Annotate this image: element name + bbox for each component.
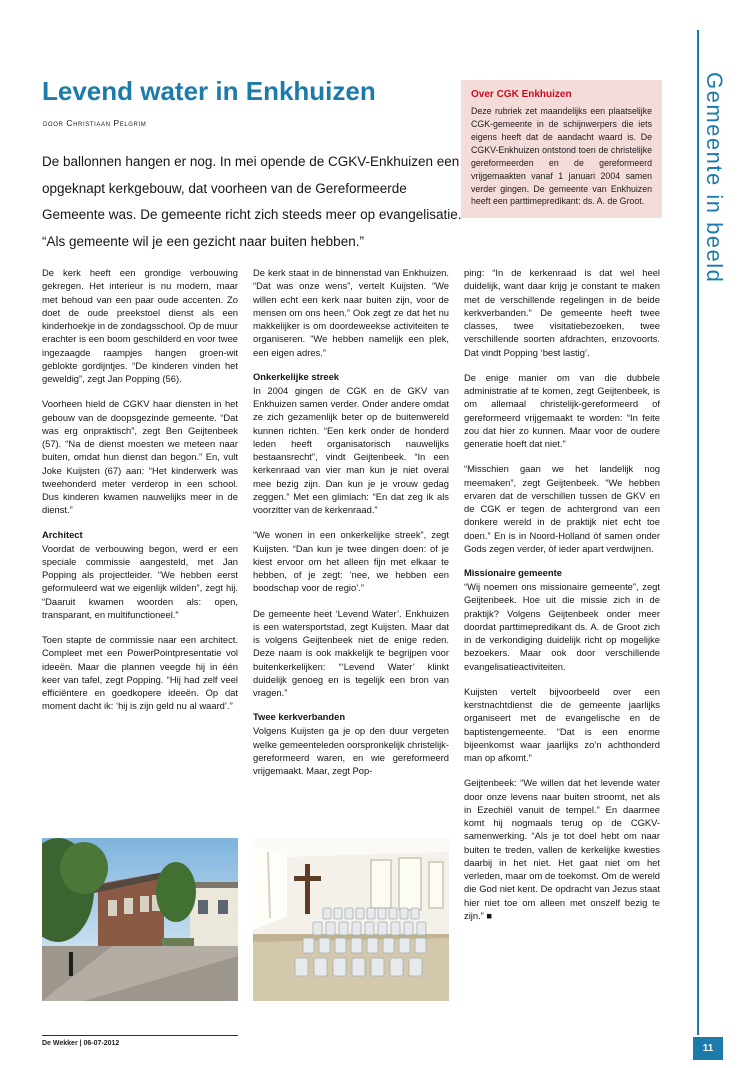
- church-exterior-illustration: [42, 838, 238, 1001]
- paragraph: Kuijsten vertelt bijvoorbeeld over een kerstnachtdienst die de gemeente jaarlijks organiseert met de evangelische en de baptistengemeente. “Dat is een enorme bijeenkomst waar jaarlijks zo’n achthonderd man op afkomt.”: [464, 685, 660, 763]
- subheading: Twee kerkverbanden: [253, 711, 346, 723]
- tree-right: [156, 862, 196, 922]
- paragraph: Geijtenbeek: “We willen dat het levende water door onze levens naar buiten stroomt, net als in Ezechiël vanuit de tempel.” En daarmee komt hij nogmaals terug op de CGKV-samenwerking. “Als je tot doel hebt om naar buiten te treden, vallen de kerkelijke kwesties daarbij in het niet. Het gaat niet om het verleden, maar om de toekomst. Om de wereld die God niet kent. De opdracht van Jezus staat hier niet toe om alleen met onszelf bezig te zijn.” ■: [464, 777, 660, 921]
- article-title: Levend water in Enkhuizen: [42, 76, 376, 106]
- text-column-3: [464, 266, 660, 934]
- subheading: Onkerkelijke streek: [253, 370, 339, 382]
- paragraph: Voorheen hield de CGKV haar diensten in het gebouw van de doopsgezinde gemeente. “Dat was erg onpraktisch”, zegt Ben Geijtenbeek (57). “Na de dienst moesten we meteen naar buiten, omdat hun dienst dan begon.” En, vult Joke Kuijsten (67) aan: “Het kinderwerk was tweehonderd meter verderop in een school. Dus kinderen kwamen nauwelijks meer in de dienst.”: [42, 398, 238, 516]
- info-box: [461, 80, 662, 218]
- subheading: Missionaire gemeente: [464, 567, 562, 578]
- article-intro: De ballonnen hangen er nog. In mei opende de CGKV-Enkhuizen een opgeknapt kerkgebouw, dat voorheen van de Gereformeerde Gemeente was. De gemeente richt zich steeds meer op evangelisatie. “Als gemeente wil je een gezicht naar buiten hebben.”: [42, 154, 462, 249]
- paragraph: ping: “In de kerkenraad is dat wel heel duidelijk, want daar krijg je constant te maken met de verschillende regelingen in de beide kerkverbanden.” De gemeente heeft twee classes, twee visitatiebezoeken, twee verschillende soorten afdrachten, enzovoorts. Dat vindt Popping ‘best lastig’.: [464, 267, 660, 358]
- paragraph: De kerk heeft een grondige verbouwing gekregen. Het interieur is nu modern, maar met behoud van een paar oude accenten. Zo doet de oude preekstoel dienst als een kinderhoekje in de zondagsschool. Op de muur erachter is een boom geschilderd en voor twee ingezaagde raampjes hangen groen-wit geblokte gordijntjes. “De kinderen vinden het geweldig”, zegt Jan Popping (56).: [42, 267, 238, 384]
- footer-rule: [42, 1035, 238, 1036]
- cross: [305, 864, 310, 914]
- subheading: Architect: [42, 528, 83, 540]
- paragraph: De gemeente heet ‘Levend Water’. Enkhuizen is een watersportstad, zegt Kuijsten. Maar dat is volgens Geijtenbeek niet de enige reden. Deze naam is ook makkelijk te begrijpen voor buitenkerkelijken: “‘Levend Water’ klinkt duidelijk genoeg en is tegelijk een bron van vragen.”: [253, 607, 449, 698]
- back-window: [399, 858, 421, 910]
- paragraph: Volgens Kuijsten ga je op den duur vergeten welke gemeenteleden oorspronkelijk christelijk-gereformeerd waren, en wie gereformeerd vrijgemaakt. Maar, zegt Pop-: [253, 725, 449, 776]
- white-house: [190, 888, 238, 950]
- info-box-title: Over CGK Enkhuizen: [471, 89, 572, 100]
- paragraph: “We wonen in een onkerkelijke streek”, zegt Kuijsten. “Dan kun je twee dingen doen: of je kiest ervoor om het alleen fijn met elkaar te hebben, of je zegt: ‘nee, we hebben een boodschap voor de regio’.”: [253, 529, 449, 594]
- footer-text: De Wekker | 06-07-2012: [42, 1040, 120, 1047]
- church-interior-illustration: [253, 838, 449, 1001]
- section-label: Gemeente in beeld: [702, 72, 727, 284]
- lamp-post: [69, 952, 73, 976]
- church-exterior-photo: [42, 838, 238, 1001]
- paragraph: “Wij noemen ons missionaire gemeente”, zegt Geijtenbeek. Hoe uit die missie zich in de praktijk? Volgens Geijtenbeek onder meer doordat parttimepredikant ds. A. de Groot zich in de verkondiging duidelijk richt op mogelijke bezoekers. Maar ook door verschillende evangelisatieactiviteiten.: [464, 581, 660, 672]
- church-interior-photo: [253, 838, 449, 1001]
- back-window: [371, 860, 391, 908]
- back-window: [429, 862, 443, 908]
- info-box-body: Deze rubriek zet maandelijks een plaatselijke CGK-gemeente in de schijnwerpers die iets eigens heeft dat de aandacht waard is. De CGKV-Enkhuizen ontstond toen de christelijke gereformeerden en de gereformeerd vrijgemaakten vanaf 1 januari 2004 samen verder gingen. De gemeente van Enkhuizen heeft een parttimepredikant: ds. A. de Groot.: [471, 106, 652, 207]
- section-divider-line: [697, 30, 699, 1035]
- paragraph: Toen stapte de commissie naar een architect. Compleet met een PowerPointpresentatie vol ideeën. Maar die plannen veegde hij in één keer van tafel, zegt Popping. “Hij had zelf veel efficiëntere en goedkopere ideeën. Op dat moment dacht ik: ‘hij is zijn geld nu al waard’.”: [42, 634, 238, 712]
- paragraph: Voordat de verbouwing begon, werd er een speciale commissie aangesteld, met Jan Popping als projectleider. “We hebben eerst geformuleerd wat we eigenlijk wilden”, zegt hij. “Daaruit kwamen woorden als: open, transparant, en multifunctioneel.”: [42, 542, 238, 620]
- paragraph: De enige manier om van die dubbele administratie af te komen, zegt Geijtenbeek, is om allemaal christelijk-gereformeerd of gereformeerd vrijgemaakt te worden: “In feite zou dat hier zo kunnen. Maar voor de oudere generatie hoeft dat niet.”: [464, 371, 660, 449]
- page-number-badge: 11: [693, 1037, 723, 1060]
- paragraph: “Misschien gaan we het landelijk nog meemaken”, zegt Geijtenbeek. “We hebben ervaren dat de verschillen tussen de GKV en de CGK er tegen de achtergrond van een donkere wereld in de praktijk niet echt toe doen.” En is in Noord-Holland òf samen onder Gods zegen verder, òf ieder apart verdwijnen.: [464, 463, 660, 554]
- article-byline: door Christiaan Pelgrim: [43, 118, 147, 128]
- text-column-1: [42, 266, 238, 725]
- paragraph: De kerk staat in de binnenstad van Enkhuizen. “Dat was onze wens”, vertelt Kuijsten. “We willen echt een kerk naar buiten zijn, voor de mensen om ons heen.” Ook zegt ze dat het nu makkelijker is om doordeweekse activiteiten te organiseren. “We hebben namelijk een plek, een eigen adres.”: [253, 267, 449, 358]
- text-column-2: [253, 266, 449, 789]
- paragraph: In 2004 gingen de CGK en de GKV van Enkhuizen samen verder. Onder andere omdat ze zich gezamenlijk beter op de buitenwereld kunnen richten. “Een kerk onder de honderd leden heeft organisatorisch nauwelijks bestaansrecht”, vindt Geijtenbeek. “In een kerkenraad van vier man kun je niet overal mee bezig zijn. Dan kun je je vrouw gedag zeggen.” Met een glimlach: “En dat zeg ik als voorzitter van de kerkenraad.”: [253, 384, 449, 515]
